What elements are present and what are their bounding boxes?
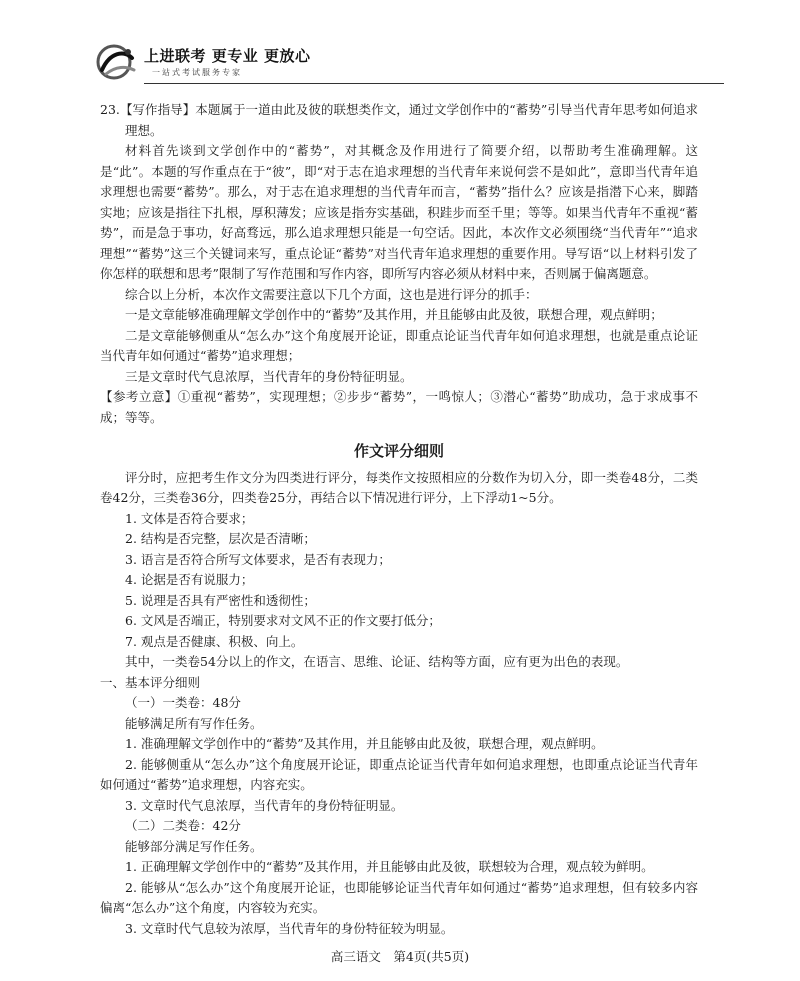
rubric-title: 作文评分细则 [353, 442, 444, 460]
criterion-item: 3. 语言是否符合所写文体要求，是否有表现力； [125, 551, 391, 567]
page-footer: 高三语文 第4页(共5页) [330, 949, 470, 964]
page-header [92, 40, 732, 90]
rubric-intro: 评分时，应把考生作文分为四类进行评分，每类作文按照相应的分数作为切入分，即一类卷48分，二类卷42分，三类卷36分，四类卷25分，再结合以下情况进行评分，上下浮动1~5分。 [100, 469, 698, 505]
analysis-paragraph: 材料首先谈到文学创作中的“蓄势”，对其概念及作用进行了简要介绍，以帮助考生准确理解。这是“此”。本题的写作重点在于“彼”，即“对于志在追求理想的当代青年来说何尝不是如此”，意即当代青年追求理想也需要“蓄势”。那么，对于志在追求理想的当代青年而言，“蓄势”指什么？应该是指潜下心来，脚踏实地；应该是指往下扎根，厚积薄发；应该是指夯实基础，积跬步而至千里；等等。如果当代青年不重视“蓄势”，而是急于事功，好高骛远，那么追求理想只能是一句空话。因此，本次作文必须围绕“当代青年”“追求理想”“蓄势”这三个关键词来写，重点论证“蓄势”对当代青年追求理想的重要作用。导写语“以上材料引发了你怎样的联想和思考”限制了写作范围和写作内容，即所写内容必须从材料中来，否则属于偏离题意。 [100, 143, 698, 281]
criterion-item: 6. 文风是否端正，特别要求对文风不正的作文要打低分； [125, 613, 441, 628]
class-two-item: 1. 正确理解文学创作中的“蓄势”及其作用，并且能够由此及彼，联想较为合理，观点较为鲜明。 [125, 859, 654, 874]
point-one: 一是文章能够准确理解文学创作中的“蓄势”及其作用，并且能够由此及彼，联想合理，观点鲜明； [125, 307, 663, 322]
criterion-item: 1. 文体是否符合要求； [125, 510, 254, 526]
criterion-item: 4. 论据是否有说服力； [125, 572, 254, 587]
page-content [100, 100, 698, 939]
rubric-note: 其中，一类卷54分以上的作文，在语言、思维、论证、结构等方面，应有更为出色的表现。 [125, 654, 629, 669]
class-one-item: 1. 准确理解文学创作中的“蓄势”及其作用，并且能够由此及彼，联想合理，观点鲜明。 [125, 736, 604, 751]
class-one-desc: 能够满足所有写作任务。 [125, 715, 263, 731]
criterion-item: 2. 结构是否完整，层次是否清晰； [125, 531, 316, 546]
header-divider [144, 83, 724, 84]
summary-paragraph: 综合以上分析，本次作文需要注意以下几个方面，这也是进行评分的抓手： [125, 286, 538, 302]
class-one-label: （一）一类卷：48分 [125, 695, 241, 710]
section-heading: 一、基本评分细则 [100, 674, 201, 690]
class-two-label: （二）二类卷：42分 [125, 818, 241, 833]
point-three: 三是文章时代气息浓厚，当代青年的身份特征明显。 [125, 368, 413, 384]
class-one-item: 3. 文章时代气息浓厚，当代青年的身份特征明显。 [125, 797, 404, 813]
class-two-desc: 能够部分满足写作任务。 [125, 838, 263, 854]
point-two: 二是文章能够侧重从“怎么办”这个角度展开论证，即重点论证当代青年如何追求理想，也就是重点论证当代青年如何通过“蓄势”追求理想； [100, 327, 698, 363]
reference-ideas: 【参考立意】①重视“蓄势”，实现理想；②步步“蓄势”，一鸣惊人；③潜心“蓄势”助成功，急于求成事不成；等等。 [100, 389, 698, 425]
class-two-item: 2. 能够从“怎么办”这个角度展开论证，也即能够论证当代青年如何通过“蓄势”追求理想，但有较多内容偏离“怎么办”这个角度，内容较为充实。 [100, 879, 698, 915]
class-two-item: 3. 文章时代气息较为浓厚，当代青年的身份特征较为明显。 [125, 920, 454, 936]
header-sub-slogan: 一站式考试服务专家 [152, 68, 242, 77]
header-slogan: 上进联考 更专业 更放心 [144, 47, 311, 65]
question-23-lead: 23.【写作指导】本题属于一道由此及彼的联想类作文，通过文学创作中的“蓄势”引导当代青年思考如何追求理想。 [100, 102, 698, 138]
criterion-item: 5. 说理是否具有严密性和透彻性； [125, 592, 316, 608]
class-one-item: 2. 能够侧重从“怎么办”这个角度展开论证，即重点论证当代青年如何追求理想，也即重点论证当代青年如何通过“蓄势”追求理想，内容充实。 [100, 756, 698, 792]
criterion-item: 7. 观点是否健康、积极、向上。 [125, 633, 304, 649]
logo-icon [92, 40, 144, 84]
